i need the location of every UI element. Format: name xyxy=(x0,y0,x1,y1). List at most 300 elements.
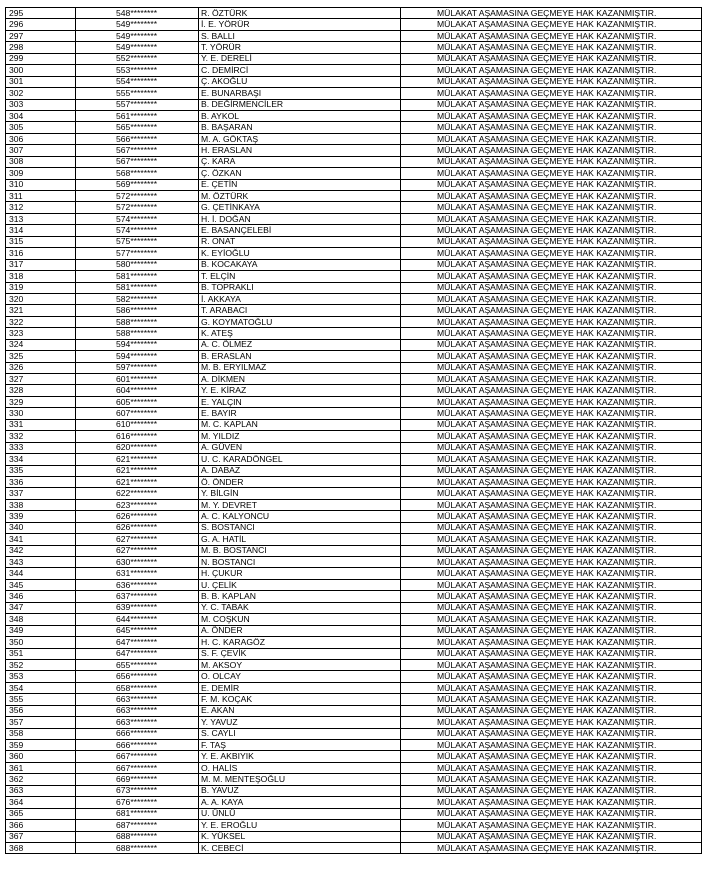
table-row xyxy=(6,271,702,282)
candidate-status: MÜLAKAT AŞAMASINA GEÇMEYE HAK KAZANMIŞTIR. xyxy=(401,293,702,304)
candidate-status: MÜLAKAT AŞAMASINA GEÇMEYE HAK KAZANMIŞTIR. xyxy=(401,579,702,590)
table-row xyxy=(6,511,702,522)
candidate-id: 637******** xyxy=(76,591,199,602)
table-row xyxy=(6,568,702,579)
candidate-id: 610******** xyxy=(76,419,199,430)
row-number: 347 xyxy=(6,602,76,613)
row-number: 352 xyxy=(6,659,76,670)
candidate-id: 572******** xyxy=(76,191,199,202)
candidate-status: MÜLAKAT AŞAMASINA GEÇMEYE HAK KAZANMIŞTIR. xyxy=(401,797,702,808)
candidate-status: MÜLAKAT AŞAMASINA GEÇMEYE HAK KAZANMIŞTIR. xyxy=(401,339,702,350)
row-number: 358 xyxy=(6,728,76,739)
table-row xyxy=(6,374,702,385)
candidate-status: MÜLAKAT AŞAMASINA GEÇMEYE HAK KAZANMIŞTIR. xyxy=(401,762,702,773)
candidate-name: E. AKAN xyxy=(199,705,401,716)
table-row xyxy=(6,30,702,41)
candidate-name: F. M. KOÇAK xyxy=(199,694,401,705)
candidate-status: MÜLAKAT AŞAMASINA GEÇMEYE HAK KAZANMIŞTIR. xyxy=(401,808,702,819)
candidate-name: M. YILDIZ xyxy=(199,431,401,442)
table-row xyxy=(6,431,702,442)
table-row xyxy=(6,110,702,121)
candidate-status: MÜLAKAT AŞAMASINA GEÇMEYE HAK KAZANMIŞTIR. xyxy=(401,568,702,579)
candidate-status: MÜLAKAT AŞAMASINA GEÇMEYE HAK KAZANMIŞTIR. xyxy=(401,408,702,419)
row-number: 301 xyxy=(6,76,76,87)
candidate-status: MÜLAKAT AŞAMASINA GEÇMEYE HAK KAZANMIŞTIR. xyxy=(401,396,702,407)
table-row xyxy=(6,145,702,156)
row-number: 314 xyxy=(6,225,76,236)
candidate-id: 627******** xyxy=(76,545,199,556)
candidate-status: MÜLAKAT AŞAMASINA GEÇMEYE HAK KAZANMIŞTIR. xyxy=(401,236,702,247)
candidate-id: 561******** xyxy=(76,110,199,121)
candidate-name: K. EYİOĞLU xyxy=(199,248,401,259)
candidate-id: 597******** xyxy=(76,362,199,373)
table-row xyxy=(6,88,702,99)
candidate-name: H. C. KARAGÖZ xyxy=(199,637,401,648)
row-number: 338 xyxy=(6,499,76,510)
candidate-name: A. DABAZ xyxy=(199,465,401,476)
candidate-name: H. İ. DOĞAN xyxy=(199,213,401,224)
candidate-id: 548******** xyxy=(76,8,199,19)
candidate-id: 666******** xyxy=(76,740,199,751)
table-row xyxy=(6,785,702,796)
candidate-name: B. AYKOL xyxy=(199,110,401,121)
candidate-name: A. C. KALYONCU xyxy=(199,511,401,522)
table-row xyxy=(6,328,702,339)
candidate-name: S. CAYLI xyxy=(199,728,401,739)
candidate-status: MÜLAKAT AŞAMASINA GEÇMEYE HAK KAZANMIŞTIR. xyxy=(401,145,702,156)
row-number: 332 xyxy=(6,431,76,442)
row-number: 365 xyxy=(6,808,76,819)
candidate-id: 574******** xyxy=(76,225,199,236)
candidate-name: N. BOSTANCI xyxy=(199,557,401,568)
row-number: 344 xyxy=(6,568,76,579)
candidate-name: B. KOCAKAYA xyxy=(199,259,401,270)
candidate-status: MÜLAKAT AŞAMASINA GEÇMEYE HAK KAZANMIŞTIR. xyxy=(401,88,702,99)
candidate-id: 549******** xyxy=(76,42,199,53)
candidate-name: A. A. KAYA xyxy=(199,797,401,808)
candidate-status: MÜLAKAT AŞAMASINA GEÇMEYE HAK KAZANMIŞTIR. xyxy=(401,820,702,831)
table-row xyxy=(6,213,702,224)
candidate-name: Y. YAVUZ xyxy=(199,717,401,728)
candidate-status: MÜLAKAT AŞAMASINA GEÇMEYE HAK KAZANMIŞTIR. xyxy=(401,522,702,533)
table-row xyxy=(6,762,702,773)
row-number: 329 xyxy=(6,396,76,407)
candidate-status: MÜLAKAT AŞAMASINA GEÇMEYE HAK KAZANMIŞTIR. xyxy=(401,602,702,613)
candidate-status: MÜLAKAT AŞAMASINA GEÇMEYE HAK KAZANMIŞTIR. xyxy=(401,259,702,270)
candidate-name: Y. C. TABAK xyxy=(199,602,401,613)
candidate-name: T. YÖRÜR xyxy=(199,42,401,53)
table-row xyxy=(6,65,702,76)
candidate-status: MÜLAKAT AŞAMASINA GEÇMEYE HAK KAZANMIŞTIR. xyxy=(401,648,702,659)
candidate-name: Ç. ÖZKAN xyxy=(199,168,401,179)
candidate-id: 588******** xyxy=(76,328,199,339)
row-number: 317 xyxy=(6,259,76,270)
candidate-status: MÜLAKAT AŞAMASINA GEÇMEYE HAK KAZANMIŞTIR. xyxy=(401,705,702,716)
row-number: 313 xyxy=(6,213,76,224)
candidate-id: 647******** xyxy=(76,648,199,659)
candidate-name: G. KOYMATOĞLU xyxy=(199,316,401,327)
candidate-status: MÜLAKAT AŞAMASINA GEÇMEYE HAK KAZANMIŞTIR. xyxy=(401,248,702,259)
candidate-status: MÜLAKAT AŞAMASINA GEÇMEYE HAK KAZANMIŞTIR. xyxy=(401,191,702,202)
candidate-status: MÜLAKAT AŞAMASINA GEÇMEYE HAK KAZANMIŞTIR. xyxy=(401,179,702,190)
candidate-name: O. HALİS xyxy=(199,762,401,773)
candidate-id: 636******** xyxy=(76,579,199,590)
candidate-id: 647******** xyxy=(76,637,199,648)
candidate-name: M. ÖZTÜRK xyxy=(199,191,401,202)
table-row xyxy=(6,797,702,808)
row-number: 320 xyxy=(6,293,76,304)
table-row xyxy=(6,362,702,373)
candidate-name: U. ÜNLÜ xyxy=(199,808,401,819)
row-number: 345 xyxy=(6,579,76,590)
candidate-name: M. AKSOY xyxy=(199,659,401,670)
row-number: 316 xyxy=(6,248,76,259)
table-row xyxy=(6,42,702,53)
candidate-id: 621******** xyxy=(76,454,199,465)
row-number: 308 xyxy=(6,156,76,167)
candidate-id: 605******** xyxy=(76,396,199,407)
table-row xyxy=(6,591,702,602)
table-row xyxy=(6,671,702,682)
candidate-id: 644******** xyxy=(76,614,199,625)
candidate-status: MÜLAKAT AŞAMASINA GEÇMEYE HAK KAZANMIŞTIR. xyxy=(401,30,702,41)
table-row xyxy=(6,614,702,625)
row-number: 322 xyxy=(6,316,76,327)
candidate-id: 626******** xyxy=(76,511,199,522)
candidate-name: Ç. KARA xyxy=(199,156,401,167)
table-row xyxy=(6,545,702,556)
table-row xyxy=(6,694,702,705)
table-row xyxy=(6,225,702,236)
candidate-status: MÜLAKAT AŞAMASINA GEÇMEYE HAK KAZANMIŞTIR. xyxy=(401,202,702,213)
candidate-name: K. YÜKSEL xyxy=(199,831,401,842)
candidate-id: 669******** xyxy=(76,774,199,785)
row-number: 318 xyxy=(6,271,76,282)
candidate-id: 580******** xyxy=(76,259,199,270)
row-number: 307 xyxy=(6,145,76,156)
candidate-id: 655******** xyxy=(76,659,199,670)
row-number: 359 xyxy=(6,740,76,751)
candidate-id: 566******** xyxy=(76,133,199,144)
table-row xyxy=(6,396,702,407)
row-number: 341 xyxy=(6,534,76,545)
row-number: 315 xyxy=(6,236,76,247)
candidate-id: 575******** xyxy=(76,236,199,247)
candidate-status: MÜLAKAT AŞAMASINA GEÇMEYE HAK KAZANMIŞTIR. xyxy=(401,362,702,373)
candidate-id: 673******** xyxy=(76,785,199,796)
candidate-name: Y. E. EROĞLU xyxy=(199,820,401,831)
candidate-name: K. CEBECİ xyxy=(199,842,401,853)
candidate-status: MÜLAKAT AŞAMASINA GEÇMEYE HAK KAZANMIŞTIR. xyxy=(401,305,702,316)
row-number: 324 xyxy=(6,339,76,350)
candidate-id: 567******** xyxy=(76,145,199,156)
candidate-status: MÜLAKAT AŞAMASINA GEÇMEYE HAK KAZANMIŞTIR. xyxy=(401,534,702,545)
row-number: 300 xyxy=(6,65,76,76)
candidate-name: S. BOSTANCI xyxy=(199,522,401,533)
candidate-id: 639******** xyxy=(76,602,199,613)
table-row xyxy=(6,557,702,568)
row-number: 312 xyxy=(6,202,76,213)
candidate-name: A. C. ÖLMEZ xyxy=(199,339,401,350)
candidate-name: E. ÇETİN xyxy=(199,179,401,190)
candidate-name: B. BAŞARAN xyxy=(199,122,401,133)
candidate-status: MÜLAKAT AŞAMASINA GEÇMEYE HAK KAZANMIŞTIR. xyxy=(401,328,702,339)
candidate-name: C. DEMİRCİ xyxy=(199,65,401,76)
candidate-name: H. ÇUKUR xyxy=(199,568,401,579)
candidate-id: 607******** xyxy=(76,408,199,419)
candidate-name: Y. BİLGİN xyxy=(199,488,401,499)
candidate-id: 621******** xyxy=(76,476,199,487)
candidate-id: 557******** xyxy=(76,99,199,110)
table-row xyxy=(6,122,702,133)
candidate-name: M. A. GÖKTAŞ xyxy=(199,133,401,144)
table-row xyxy=(6,831,702,842)
table-row xyxy=(6,442,702,453)
row-number: 353 xyxy=(6,671,76,682)
candidate-id: 645******** xyxy=(76,625,199,636)
candidate-status: MÜLAKAT AŞAMASINA GEÇMEYE HAK KAZANMIŞTIR. xyxy=(401,419,702,430)
candidate-id: 667******** xyxy=(76,762,199,773)
candidate-name: E. YALÇIN xyxy=(199,396,401,407)
candidate-status: MÜLAKAT AŞAMASINA GEÇMEYE HAK KAZANMIŞTIR. xyxy=(401,271,702,282)
row-number: 356 xyxy=(6,705,76,716)
candidate-status: MÜLAKAT AŞAMASINA GEÇMEYE HAK KAZANMIŞTIR. xyxy=(401,42,702,53)
candidate-id: 572******** xyxy=(76,202,199,213)
row-number: 304 xyxy=(6,110,76,121)
table-row xyxy=(6,202,702,213)
candidate-id: 626******** xyxy=(76,522,199,533)
row-number: 368 xyxy=(6,842,76,853)
row-number: 299 xyxy=(6,53,76,64)
table-row xyxy=(6,637,702,648)
candidate-name: U. C. KARADÖNGEL xyxy=(199,454,401,465)
candidate-name: K. ATEŞ xyxy=(199,328,401,339)
table-row xyxy=(6,842,702,853)
results-document xyxy=(5,7,701,854)
candidate-name: M. C. KAPLAN xyxy=(199,419,401,430)
candidate-id: 616******** xyxy=(76,431,199,442)
candidate-status: MÜLAKAT AŞAMASINA GEÇMEYE HAK KAZANMIŞTIR. xyxy=(401,842,702,853)
candidate-id: 588******** xyxy=(76,316,199,327)
row-number: 363 xyxy=(6,785,76,796)
table-row xyxy=(6,659,702,670)
table-row xyxy=(6,808,702,819)
candidate-id: 552******** xyxy=(76,53,199,64)
candidate-status: MÜLAKAT AŞAMASINA GEÇMEYE HAK KAZANMIŞTIR. xyxy=(401,8,702,19)
candidate-name: A. ÖNDER xyxy=(199,625,401,636)
candidate-id: 663******** xyxy=(76,717,199,728)
table-row xyxy=(6,282,702,293)
candidate-name: Ç. AKOĞLU xyxy=(199,76,401,87)
table-row xyxy=(6,476,702,487)
row-number: 348 xyxy=(6,614,76,625)
candidate-name: G. ÇETİNKAYA xyxy=(199,202,401,213)
candidate-name: G. A. HATİL xyxy=(199,534,401,545)
candidate-id: 581******** xyxy=(76,282,199,293)
table-row xyxy=(6,751,702,762)
table-row xyxy=(6,156,702,167)
row-number: 295 xyxy=(6,8,76,19)
candidate-name: M. B. ERYILMAZ xyxy=(199,362,401,373)
candidate-name: İ. AKKAYA xyxy=(199,293,401,304)
candidate-status: MÜLAKAT AŞAMASINA GEÇMEYE HAK KAZANMIŞTIR. xyxy=(401,751,702,762)
row-number: 327 xyxy=(6,374,76,385)
candidate-id: 688******** xyxy=(76,842,199,853)
candidate-id: 586******** xyxy=(76,305,199,316)
candidate-id: 667******** xyxy=(76,751,199,762)
candidate-id: 549******** xyxy=(76,30,199,41)
row-number: 309 xyxy=(6,168,76,179)
candidate-status: MÜLAKAT AŞAMASINA GEÇMEYE HAK KAZANMIŞTIR. xyxy=(401,133,702,144)
candidate-status: MÜLAKAT AŞAMASINA GEÇMEYE HAK KAZANMIŞTIR. xyxy=(401,99,702,110)
table-row xyxy=(6,717,702,728)
table-row xyxy=(6,248,702,259)
candidate-name: B. DEĞİRMENCİLER xyxy=(199,99,401,110)
row-number: 296 xyxy=(6,19,76,30)
candidate-id: 581******** xyxy=(76,271,199,282)
row-number: 311 xyxy=(6,191,76,202)
candidate-name: T. ARABACI xyxy=(199,305,401,316)
candidate-name: M. Y. DEVRET xyxy=(199,499,401,510)
candidate-status: MÜLAKAT AŞAMASINA GEÇMEYE HAK KAZANMIŞTIR. xyxy=(401,614,702,625)
row-number: 367 xyxy=(6,831,76,842)
row-number: 334 xyxy=(6,454,76,465)
candidate-id: 688******** xyxy=(76,831,199,842)
table-row xyxy=(6,351,702,362)
table-row xyxy=(6,133,702,144)
candidate-id: 631******** xyxy=(76,568,199,579)
row-number: 321 xyxy=(6,305,76,316)
table-row xyxy=(6,534,702,545)
row-number: 360 xyxy=(6,751,76,762)
row-number: 326 xyxy=(6,362,76,373)
candidate-name: E. BAYIR xyxy=(199,408,401,419)
candidate-id: 565******** xyxy=(76,122,199,133)
table-row xyxy=(6,305,702,316)
candidate-status: MÜLAKAT AŞAMASINA GEÇMEYE HAK KAZANMIŞTIR. xyxy=(401,682,702,693)
table-row xyxy=(6,316,702,327)
row-number: 336 xyxy=(6,476,76,487)
row-number: 361 xyxy=(6,762,76,773)
row-number: 339 xyxy=(6,511,76,522)
candidate-name: S. BALLI xyxy=(199,30,401,41)
candidate-name: E. BASANÇELEBİ xyxy=(199,225,401,236)
candidate-id: 553******** xyxy=(76,65,199,76)
row-number: 330 xyxy=(6,408,76,419)
table-row xyxy=(6,774,702,785)
candidate-status: MÜLAKAT AŞAMASINA GEÇMEYE HAK KAZANMIŞTIR. xyxy=(401,465,702,476)
candidate-status: MÜLAKAT AŞAMASINA GEÇMEYE HAK KAZANMIŞTIR. xyxy=(401,431,702,442)
candidate-status: MÜLAKAT AŞAMASINA GEÇMEYE HAK KAZANMIŞTIR. xyxy=(401,545,702,556)
table-row xyxy=(6,682,702,693)
candidate-status: MÜLAKAT AŞAMASINA GEÇMEYE HAK KAZANMIŞTIR. xyxy=(401,442,702,453)
table-row xyxy=(6,522,702,533)
candidate-id: 604******** xyxy=(76,385,199,396)
table-row xyxy=(6,236,702,247)
candidate-name: B. YAVUZ xyxy=(199,785,401,796)
candidate-id: 549******** xyxy=(76,19,199,30)
row-number: 323 xyxy=(6,328,76,339)
candidate-name: İ. E. YÖRÜR xyxy=(199,19,401,30)
table-row xyxy=(6,705,702,716)
row-number: 319 xyxy=(6,282,76,293)
candidate-id: 577******** xyxy=(76,248,199,259)
candidate-status: MÜLAKAT AŞAMASINA GEÇMEYE HAK KAZANMIŞTIR. xyxy=(401,476,702,487)
candidate-status: MÜLAKAT AŞAMASINA GEÇMEYE HAK KAZANMIŞTIR. xyxy=(401,225,702,236)
table-row xyxy=(6,8,702,19)
row-number: 302 xyxy=(6,88,76,99)
candidate-status: MÜLAKAT AŞAMASINA GEÇMEYE HAK KAZANMIŞTIR. xyxy=(401,728,702,739)
table-row xyxy=(6,820,702,831)
row-number: 343 xyxy=(6,557,76,568)
candidate-name: M. COŞKUN xyxy=(199,614,401,625)
candidate-name: B. B. KAPLAN xyxy=(199,591,401,602)
candidate-status: MÜLAKAT AŞAMASINA GEÇMEYE HAK KAZANMIŞTIR. xyxy=(401,385,702,396)
table-row xyxy=(6,259,702,270)
candidate-status: MÜLAKAT AŞAMASINA GEÇMEYE HAK KAZANMIŞTIR. xyxy=(401,591,702,602)
candidate-id: 554******** xyxy=(76,76,199,87)
candidate-id: 656******** xyxy=(76,671,199,682)
table-row xyxy=(6,179,702,190)
candidate-name: H. ERASLAN xyxy=(199,145,401,156)
candidate-status: MÜLAKAT AŞAMASINA GEÇMEYE HAK KAZANMIŞTIR. xyxy=(401,374,702,385)
candidate-id: 630******** xyxy=(76,557,199,568)
row-number: 325 xyxy=(6,351,76,362)
row-number: 355 xyxy=(6,694,76,705)
candidate-id: 663******** xyxy=(76,694,199,705)
results-table-body xyxy=(6,8,702,854)
candidate-id: 621******** xyxy=(76,465,199,476)
candidate-status: MÜLAKAT AŞAMASINA GEÇMEYE HAK KAZANMIŞTIR. xyxy=(401,213,702,224)
candidate-id: 594******** xyxy=(76,351,199,362)
candidate-id: 663******** xyxy=(76,705,199,716)
row-number: 346 xyxy=(6,591,76,602)
row-number: 337 xyxy=(6,488,76,499)
candidate-name: R. ONAT xyxy=(199,236,401,247)
candidate-status: MÜLAKAT AŞAMASINA GEÇMEYE HAK KAZANMIŞTIR. xyxy=(401,625,702,636)
table-row xyxy=(6,602,702,613)
row-number: 333 xyxy=(6,442,76,453)
table-row xyxy=(6,625,702,636)
candidate-id: 567******** xyxy=(76,156,199,167)
row-number: 335 xyxy=(6,465,76,476)
row-number: 328 xyxy=(6,385,76,396)
table-row xyxy=(6,408,702,419)
table-row xyxy=(6,191,702,202)
candidate-name: Ö. ÖNDER xyxy=(199,476,401,487)
candidate-status: MÜLAKAT AŞAMASINA GEÇMEYE HAK KAZANMIŞTIR. xyxy=(401,740,702,751)
table-row xyxy=(6,293,702,304)
candidate-name: Y. E. DERELİ xyxy=(199,53,401,64)
candidate-status: MÜLAKAT AŞAMASINA GEÇMEYE HAK KAZANMIŞTIR. xyxy=(401,122,702,133)
row-number: 349 xyxy=(6,625,76,636)
candidate-name: Y. E. AKBIYIK xyxy=(199,751,401,762)
candidate-id: 623******** xyxy=(76,499,199,510)
row-number: 364 xyxy=(6,797,76,808)
candidate-id: 574******** xyxy=(76,213,199,224)
candidate-status: MÜLAKAT AŞAMASINA GEÇMEYE HAK KAZANMIŞTIR. xyxy=(401,76,702,87)
candidate-status: MÜLAKAT AŞAMASINA GEÇMEYE HAK KAZANMIŞTIR. xyxy=(401,488,702,499)
candidate-name: E. DEMİR xyxy=(199,682,401,693)
candidate-id: 687******** xyxy=(76,820,199,831)
row-number: 310 xyxy=(6,179,76,190)
row-number: 306 xyxy=(6,133,76,144)
candidate-status: MÜLAKAT AŞAMASINA GEÇMEYE HAK KAZANMIŞTIR. xyxy=(401,282,702,293)
row-number: 342 xyxy=(6,545,76,556)
candidate-status: MÜLAKAT AŞAMASINA GEÇMEYE HAK KAZANMIŞTIR. xyxy=(401,511,702,522)
table-row xyxy=(6,339,702,350)
candidate-name: E. BUNARBAŞI xyxy=(199,88,401,99)
